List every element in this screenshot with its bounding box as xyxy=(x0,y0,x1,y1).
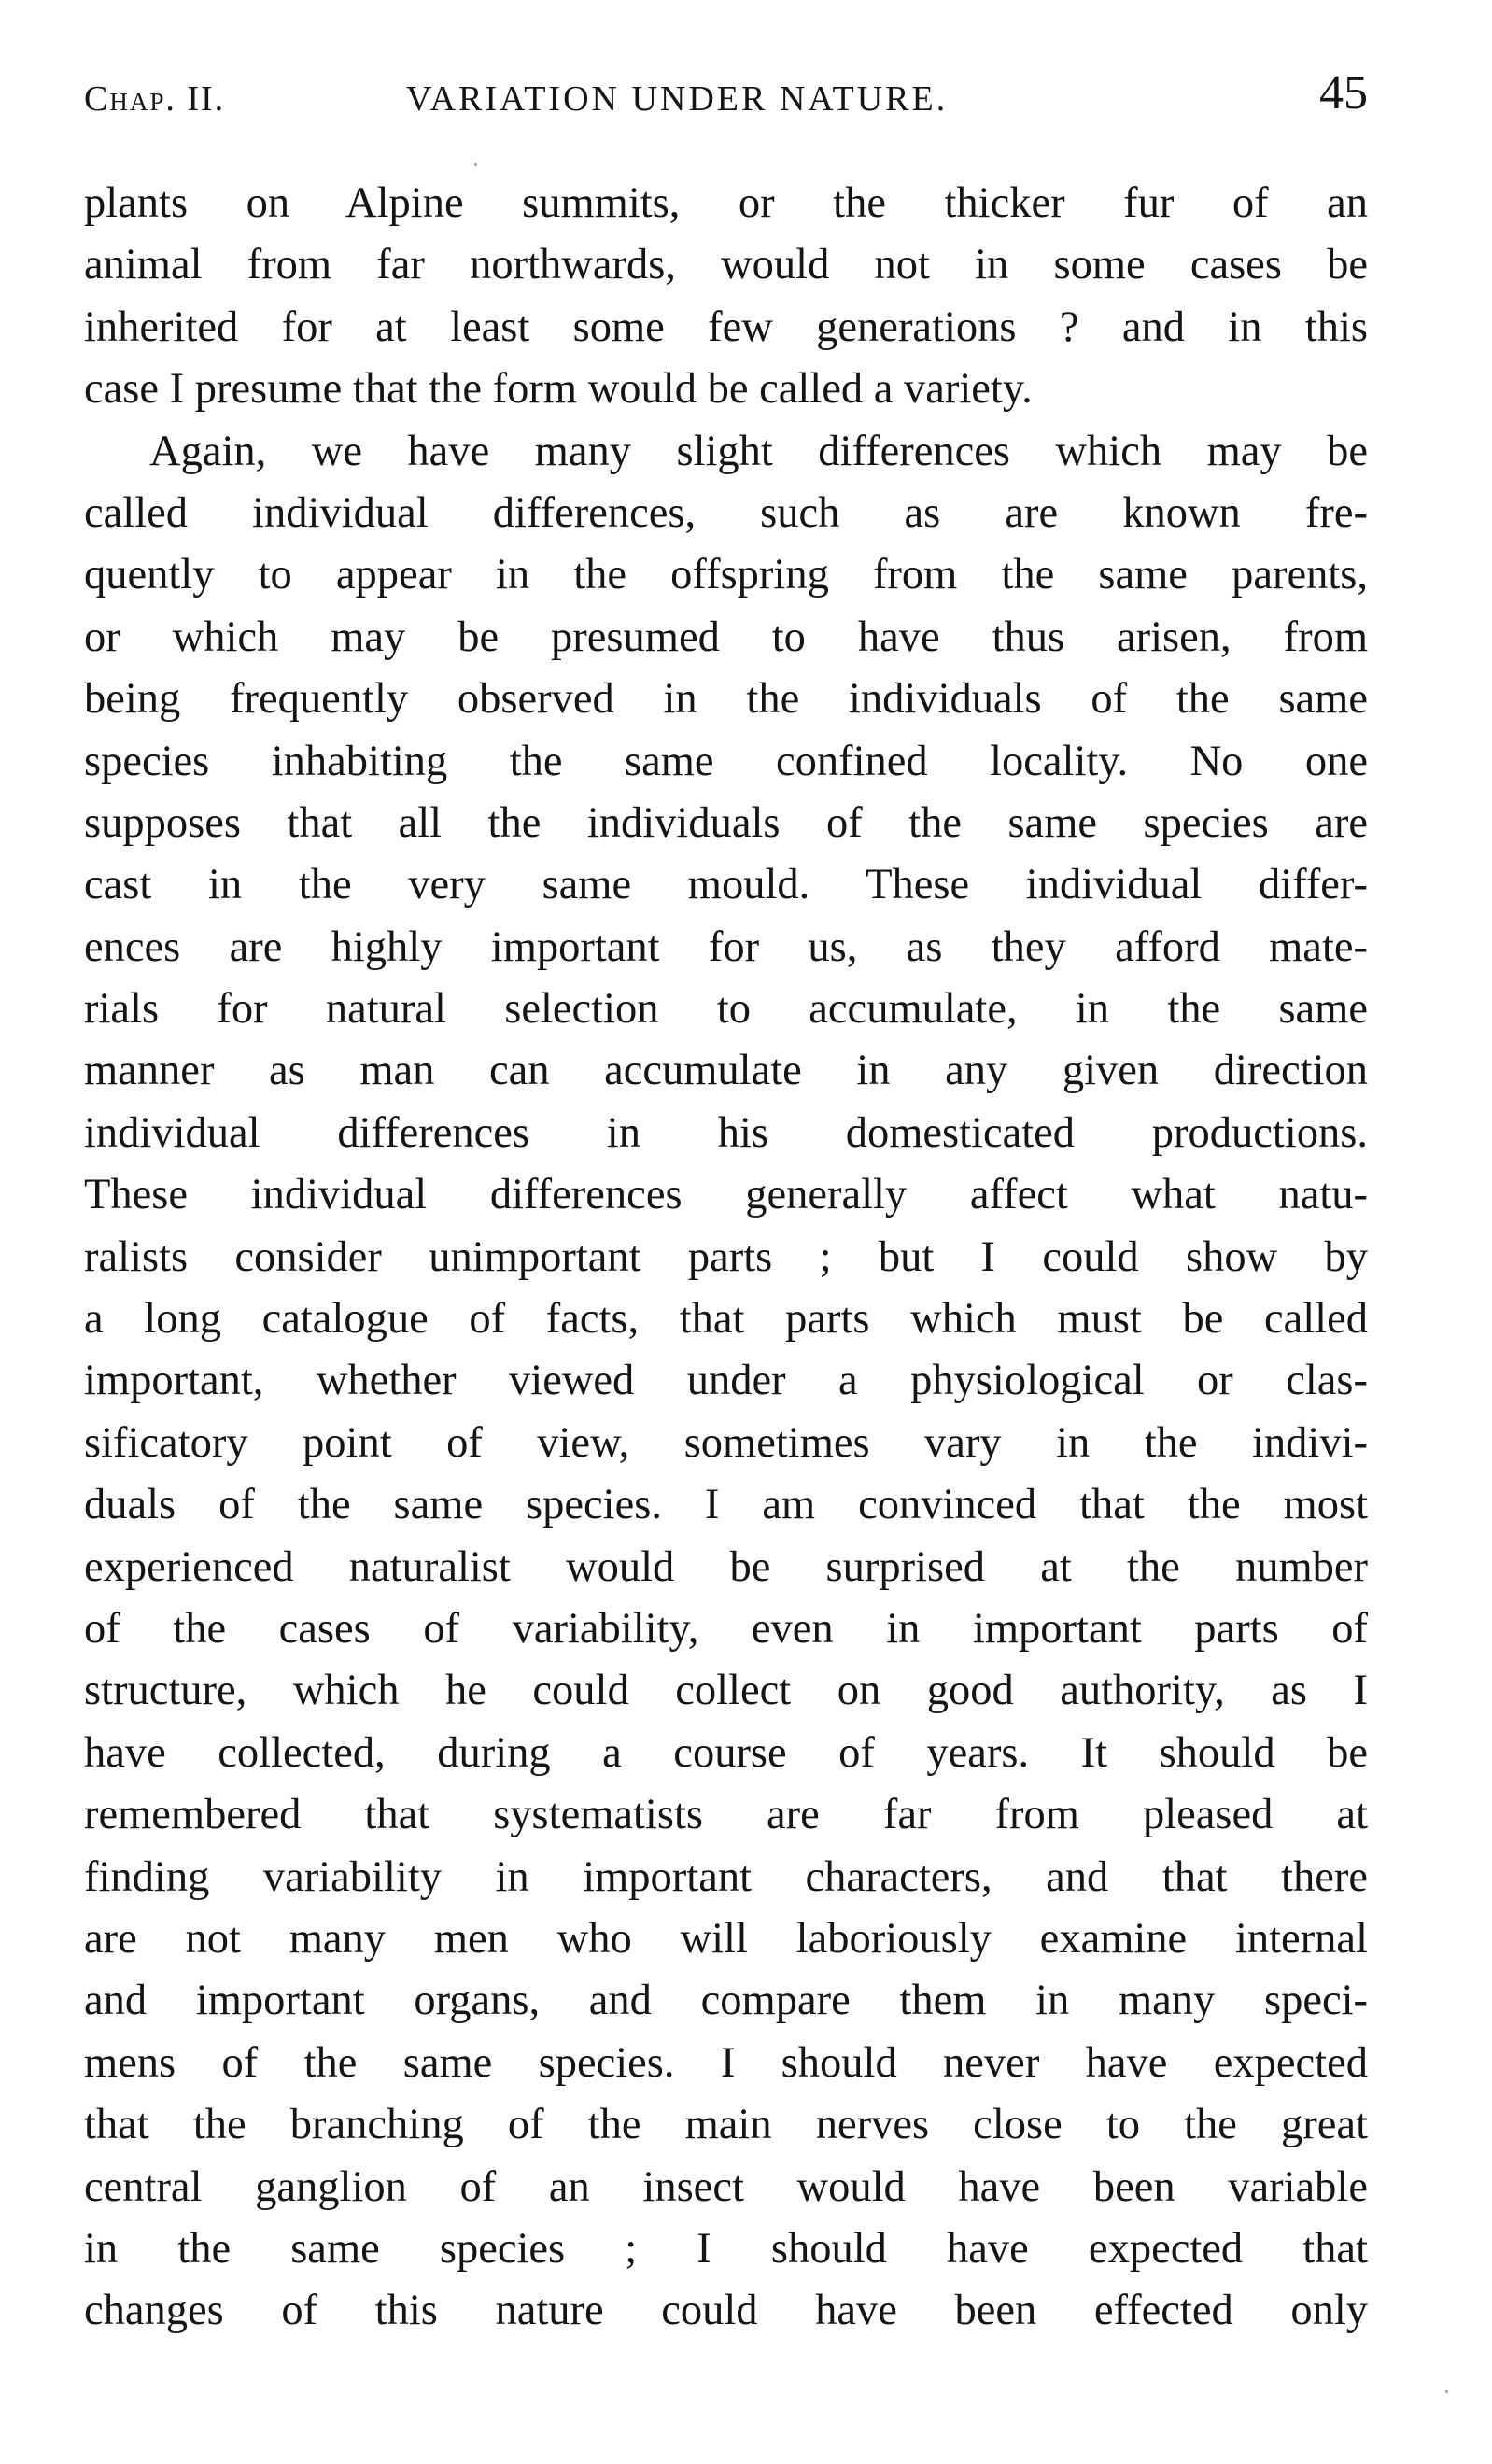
text-line: case I presume that the form would be called a variety. xyxy=(84,365,1033,414)
text-line: Again, we have many slight differences which may be xyxy=(149,427,1368,475)
text-line: remembered that systematists are far from pleased at xyxy=(84,1791,1368,1839)
text-line: rials for natural selection to accumulate, in the same xyxy=(84,985,1368,1034)
text-line: inherited for at least some few generations ? and in this xyxy=(84,303,1368,351)
text-line: have collected, during a course of years. It should be xyxy=(84,1728,1368,1777)
text-line: These individual differences generally affect what natu- xyxy=(84,1171,1368,1219)
chapter-label: Chap. II. xyxy=(84,79,226,119)
text-line: of the cases of variability, even in important parts of xyxy=(84,1604,1368,1653)
text-line: supposes that all the individuals of the same species are xyxy=(84,798,1368,847)
text-line: sificatory point of view, sometimes vary in the indivi- xyxy=(84,1418,1368,1467)
text-line: called individual differences, such as are known fre- xyxy=(84,488,1368,537)
text-line: mens of the same species. I should never have expected xyxy=(84,2038,1368,2087)
text-line: and important organs, and compare them in many speci- xyxy=(84,1977,1368,2025)
text-line: animal from far northwards, would not in some cases be xyxy=(84,241,1368,289)
text-line: ralists consider unimportant parts ; but I could show by xyxy=(84,1232,1368,1281)
text-line: in the same species ; I should have expected that xyxy=(84,2224,1368,2273)
text-line: being frequently observed in the individuals of the same xyxy=(84,675,1368,724)
chapter-title: VARIATION UNDER NATURE. xyxy=(406,79,949,119)
text-line: finding variability in important characters, and that there xyxy=(84,1852,1368,1901)
text-line: central ganglion of an insect would have been variable xyxy=(84,2162,1368,2211)
running-head xyxy=(84,65,1368,131)
body-text xyxy=(84,173,1368,2343)
page-number: 45 xyxy=(1319,66,1368,120)
print-speck xyxy=(1445,2390,1448,2393)
print-speck xyxy=(474,163,477,166)
text-line: experienced naturalist would be surprised at the number xyxy=(84,1542,1368,1591)
text-line: species inhabiting the same confined locality. No one xyxy=(84,737,1368,785)
text-line: individual differences in his domesticated productions. xyxy=(84,1108,1368,1157)
text-line: quently to appear in the offspring from the same parents, xyxy=(84,551,1368,599)
text-line: plants on Alpine summits, or the thicker fur of an xyxy=(84,179,1368,227)
text-line: are not many men who will laboriously examine internal xyxy=(84,1914,1368,1963)
text-line: important, whether viewed under a physiological or clas- xyxy=(84,1357,1368,1405)
text-line: ences are highly important for us, as they afford mate- xyxy=(84,922,1368,971)
text-line: duals of the same species. I am convinced that the most xyxy=(84,1481,1368,1529)
text-line: manner as man can accumulate in any given direction xyxy=(84,1047,1368,1095)
text-line: a long catalogue of facts, that parts which must be called xyxy=(84,1295,1368,1344)
text-line: changes of this nature could have been effected only xyxy=(84,2287,1368,2335)
text-line: structure, which he could collect on good authority, as I xyxy=(84,1667,1368,1715)
text-line: that the branching of the main nerves close to the great xyxy=(84,2101,1368,2149)
text-line: or which may be presumed to have thus arisen, from xyxy=(84,612,1368,661)
text-line: cast in the very same mould. These individual differ- xyxy=(84,861,1368,909)
